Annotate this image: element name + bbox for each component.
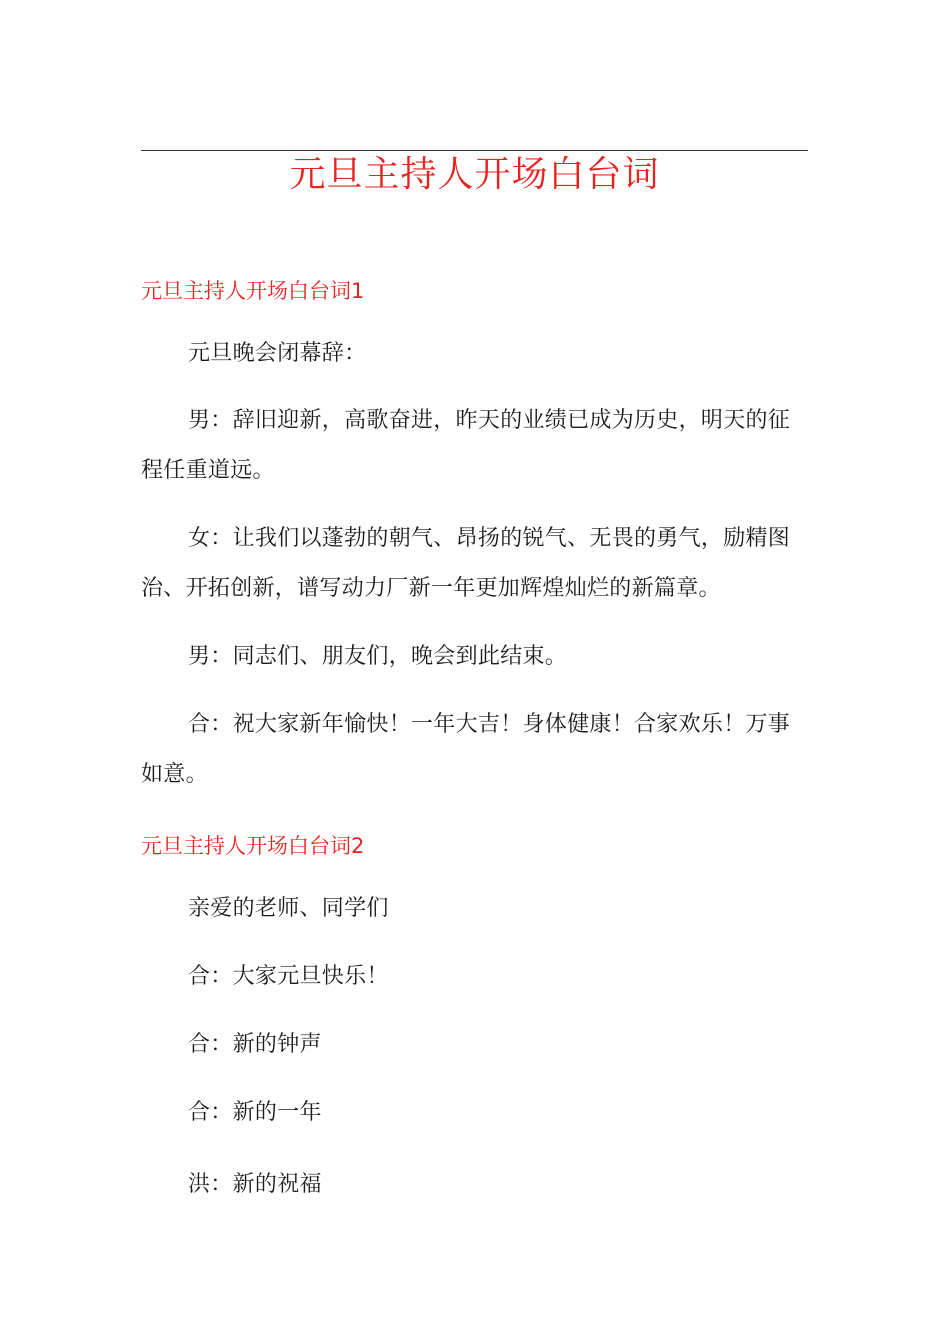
paragraph: 女：让我们以蓬勃的朝气、昂扬的锐气、无畏的勇气，励精图治、开拓创新，谱写动力厂新一年更加辉煌灿烂的新篇章。 bbox=[141, 526, 791, 601]
paragraph: 男：辞旧迎新，高歌奋进，昨天的业绩已成为历史，明天的征程任重道远。 bbox=[141, 408, 791, 483]
paragraph: 合：新的钟声 bbox=[188, 1032, 322, 1057]
document-title: 元旦主持人开场白台词 bbox=[289, 154, 660, 195]
paragraph: 合：祝大家新年愉快！一年大吉！身体健康！合家欢乐！万事如意。 bbox=[141, 712, 791, 787]
section-heading-1: 元旦主持人开场白台词1 bbox=[141, 279, 365, 303]
header-rule bbox=[141, 150, 808, 151]
paragraph: 元旦晚会闭幕辞： bbox=[188, 341, 367, 366]
paragraph: 男：同志们、朋友们，晚会到此结束。 bbox=[188, 644, 568, 669]
paragraph: 合：大家元旦快乐！ bbox=[188, 964, 389, 989]
paragraph: 亲爱的老师、同学们 bbox=[188, 896, 389, 921]
paragraph: 洪：新的祝福 bbox=[188, 1172, 322, 1197]
paragraph: 合：新的一年 bbox=[188, 1100, 322, 1125]
section-heading-2: 元旦主持人开场白台词2 bbox=[141, 834, 365, 858]
